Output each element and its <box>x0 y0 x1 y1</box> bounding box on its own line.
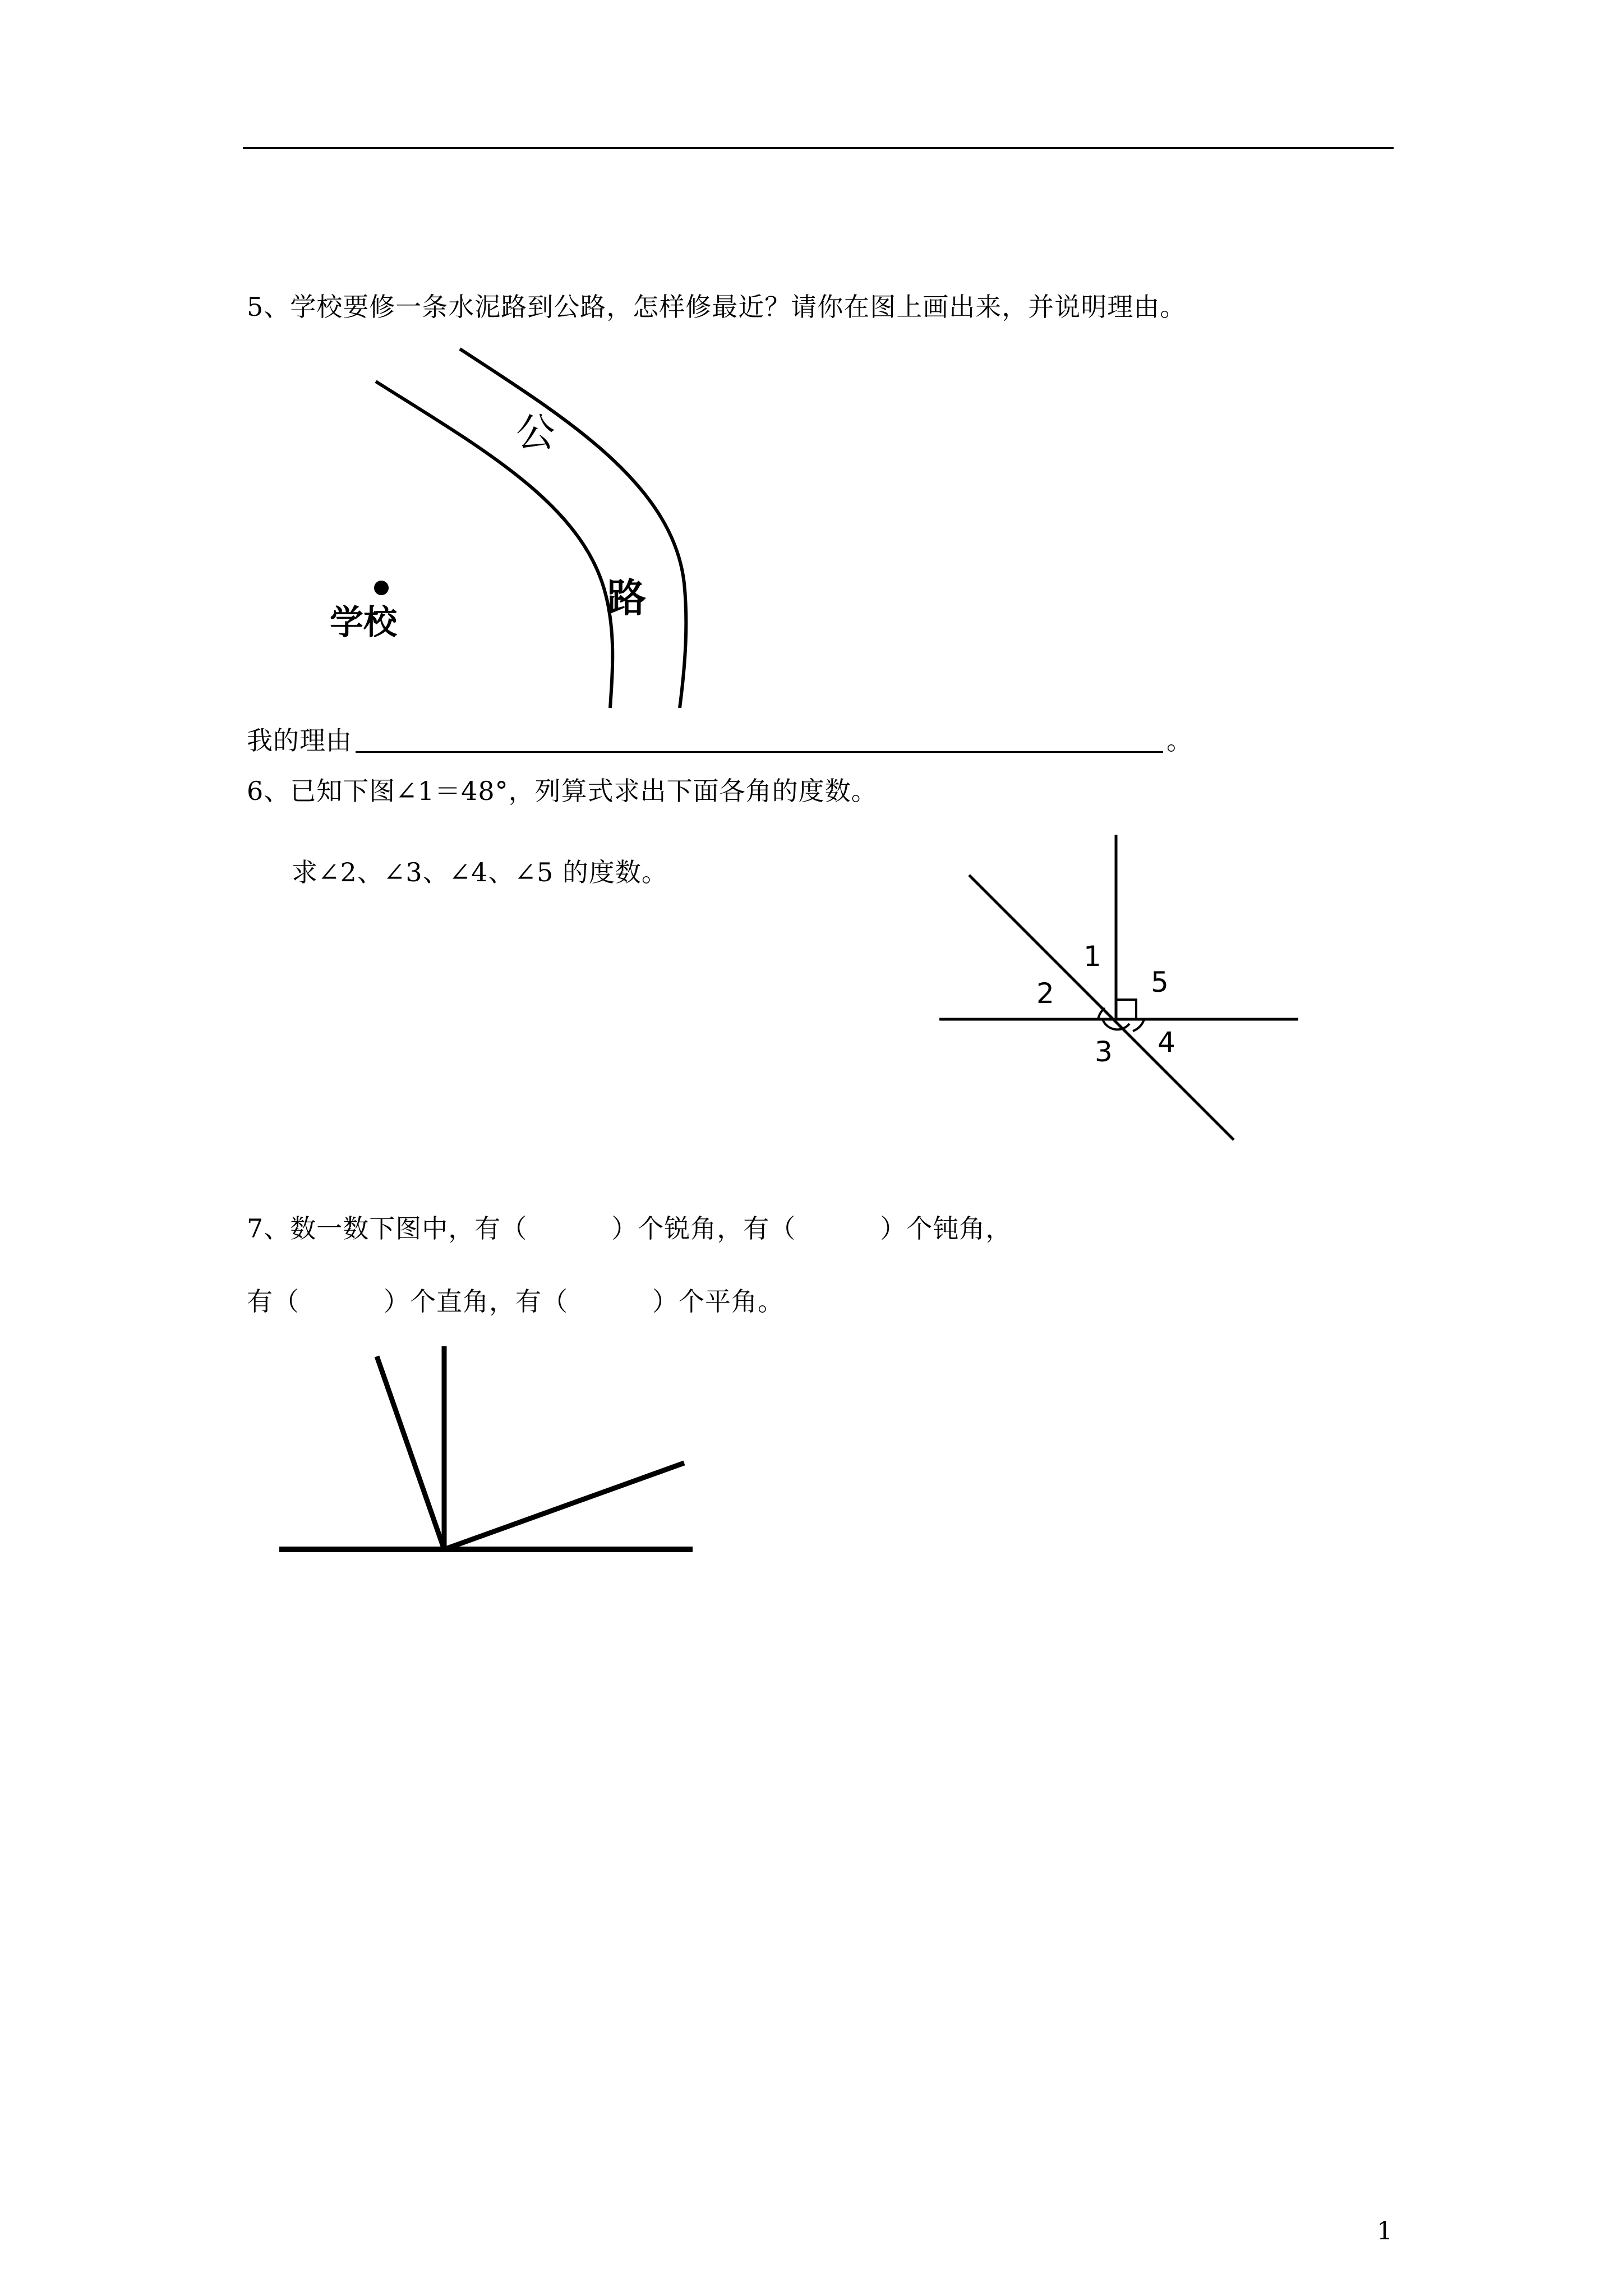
diagonal-line <box>969 875 1234 1140</box>
angle-label-3: 3 <box>1095 1036 1113 1068</box>
angle-label-2: 2 <box>1036 977 1054 1010</box>
angle-label-5: 5 <box>1151 966 1169 999</box>
question-5-reason-row <box>247 724 1193 757</box>
reason-answer-blank[interactable] <box>356 726 1163 753</box>
question-6-subprompt: 求∠2、∠3、∠4、∠5 的度数。 <box>292 857 668 887</box>
q7-text-2c: ）个平角。 <box>652 1286 784 1317</box>
road-label-gong: 公 <box>516 409 555 455</box>
school-label: 学校 <box>330 603 397 642</box>
header-rule <box>243 147 1394 149</box>
q7-text-1c: ）个钝角， <box>880 1213 1012 1244</box>
school-dot <box>374 581 389 595</box>
q7-text-1a: 7、数一数下图中，有（ <box>247 1213 528 1244</box>
angle-label-1: 1 <box>1083 940 1101 973</box>
q7-text-2b: ）个直角，有（ <box>384 1286 568 1317</box>
intersecting-lines-figure <box>931 830 1301 1144</box>
question-7-line-1 <box>247 1212 1012 1245</box>
angle-arc-2 <box>1098 1008 1105 1019</box>
question-5-prompt: 5、学校要修一条水泥路到公路，怎样修最近？请你在图上画出来，并说明理由。 <box>247 292 1187 322</box>
angle-count-figure <box>275 1335 701 1559</box>
angle-arc-4 <box>1133 1019 1144 1031</box>
question-6-prompt: 6、已知下图∠1＝48°，列算式求出下面各角的度数。 <box>247 776 878 806</box>
road-school-figure <box>314 337 718 718</box>
question-7-line-2 <box>247 1285 784 1318</box>
road-label-lu: 路 <box>607 575 646 621</box>
q7-text-2a: 有（ <box>247 1286 299 1317</box>
reason-label: 我的理由 <box>247 725 352 756</box>
right-angle-marker <box>1116 1000 1136 1019</box>
shallow-ray <box>444 1463 684 1549</box>
reason-end-mark: 。 <box>1166 725 1193 756</box>
page-number: 1 <box>1377 2217 1393 2246</box>
steep-ray <box>377 1356 444 1549</box>
angle-label-4: 4 <box>1158 1026 1175 1059</box>
q7-text-1b: ）个锐角，有（ <box>611 1213 796 1244</box>
